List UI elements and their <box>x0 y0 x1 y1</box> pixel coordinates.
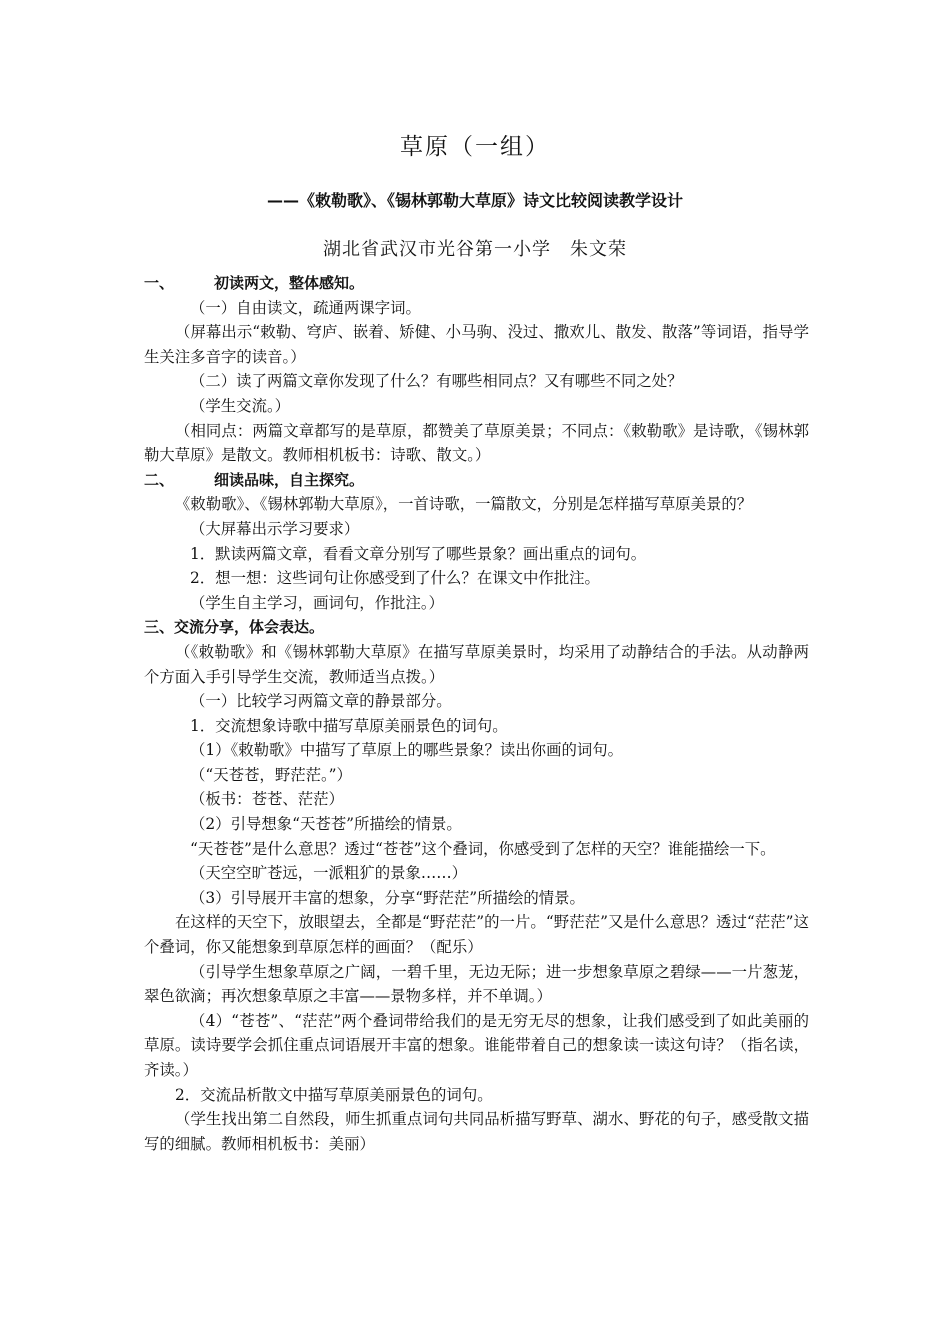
paragraph: （学生交流。） <box>190 396 291 415</box>
paragraph: 1．默读两篇文章，看看文章分别写了哪些景象？画出重点的词句。 <box>190 544 647 563</box>
paragraph: （4）“苍苍”、“茫茫”两个叠词带给我们的是无穷无尽的想象，让我们感受到了如此美丽的草原。读诗要学会抓住重点词语展开丰富的想象。谁能带着自己的想象读一读这句诗？（指名读，齐读。） <box>144 1011 809 1079</box>
page-subtitle: ——《敕勒歌》、《锡林郭勒大草原》诗文比较阅读教学设计 <box>266 191 683 210</box>
paragraph: （《敕勒歌》和《锡林郭勒大草原》在描写草原美景时，均采用了动静结合的手法。从动静两个方面入手引导学生交流，教师适当点拨。） <box>144 642 809 686</box>
paragraph: 2．想一想：这些词句让你感受到了什么？在课文中作批注。 <box>190 569 600 588</box>
section-number: 一、 <box>144 274 175 292</box>
paragraph: “天苍苍”是什么意思？透过“苍苍”这个叠词，你感受到了怎样的天空？谁能描绘一下。 <box>190 839 776 858</box>
section-number: 二、 <box>144 470 175 489</box>
section-title: 初读两文，整体感知。 <box>214 274 365 292</box>
paragraph: （天空空旷苍远，一派粗犷的景象……） <box>190 864 468 883</box>
paragraph: （1）《敕勒歌》中描写了草原上的哪些景象？读出你画的词句。 <box>190 741 624 760</box>
paragraph: 《敕勒歌》、《锡林郭勒大草原》，一首诗歌，一篇散文，分别是怎样描写草原美景的？ <box>175 495 753 514</box>
paragraph: （一）自由读文，疏通两课字词。 <box>190 298 421 317</box>
section-title: 细读品味，自主探究。 <box>214 470 365 489</box>
paragraph: （3）引导展开丰富的想象，分享“野茫茫”所描绘的情景。 <box>190 888 585 907</box>
section-heading-1 <box>144 271 809 296</box>
paragraph: （屏幕出示“敕勒、穹庐、嵌着、矫健、小马驹、没过、撒欢儿、散发、散落”等词语，指导学生关注多音字的读音。） <box>144 323 809 366</box>
document-body <box>144 271 809 1156</box>
paragraph: （学生找出第二自然段，师生抓重点词句共同品析描写野草、湖水、野花的句子，感受散文描写的细腻。教师相机板书：美丽） <box>144 1110 809 1153</box>
page-title: 草原（一组） <box>400 134 550 160</box>
paragraph: 2．交流品析散文中描写草原美丽景色的词句。 <box>175 1085 493 1104</box>
section-heading-2 <box>144 468 809 493</box>
author-line: 湖北省武汉市光谷第一小学 朱文荣 <box>323 239 627 260</box>
paragraph: （2）引导想象“天苍苍”所描绘的情景。 <box>190 815 462 834</box>
paragraph: 1．交流想象诗歌中描写草原美丽景色的词句。 <box>190 716 508 735</box>
paragraph: （引导学生想象草原之广阔，一碧千里，无边无际；进一步想象草原之碧绿——一片葱茏，翠色欲滴；再次想象草原之丰富——景物多样，并不单调。） <box>144 962 809 1006</box>
paragraph: （板书：苍苍、茫茫） <box>190 790 344 809</box>
section-heading-3: 三、交流分享，体会表达。 <box>144 618 325 637</box>
paragraph: （学生自主学习，画词句，作批注。） <box>190 593 444 612</box>
paragraph: （相同点：两篇文章都写的是草原，都赞美了草原美景；不同点：《敕勒歌》是诗歌，《锡林郭勒大草原》是散文。教师相机板书：诗歌、散文。） <box>144 421 809 465</box>
paragraph: 在这样的天空下，放眼望去，全都是“野茫茫”的一片。“野茫茫”又是什么意思？透过“茫茫”这个叠词，你又能想象到草原怎样的画面？（配乐） <box>144 913 809 957</box>
paragraph: （“天苍苍，野茫茫。”） <box>190 765 352 784</box>
paragraph: （一）比较学习两篇文章的静景部分。 <box>190 692 452 711</box>
paragraph: （大屏幕出示学习要求） <box>190 519 360 538</box>
paragraph: （二）读了两篇文章你发现了什么？有哪些相同点？又有哪些不同之处？ <box>190 372 683 391</box>
